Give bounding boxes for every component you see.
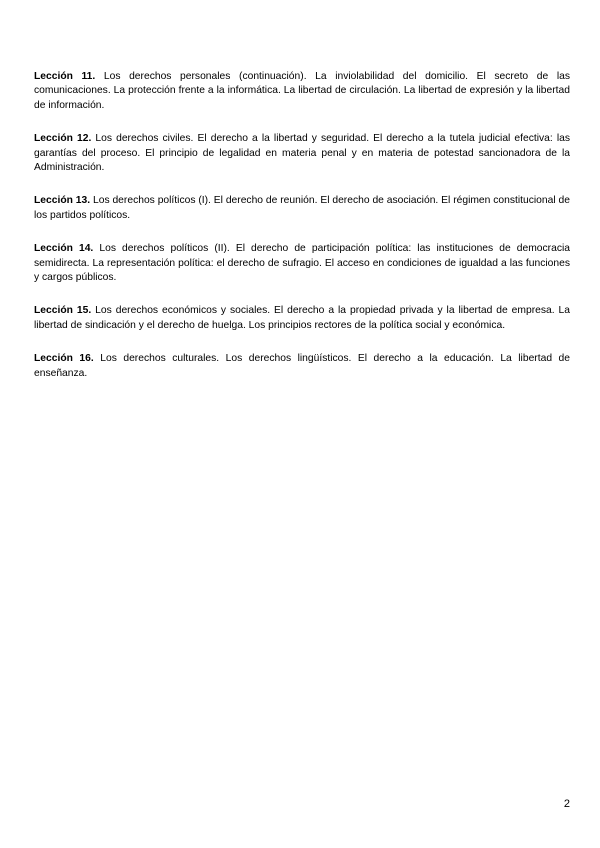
lesson-text: Los derechos políticos (I). El derecho de reunión. El derecho de asociación. El régimen constitucional de los partidos políticos. [34,195,570,221]
lesson-title: Lección 13. [34,195,91,207]
lesson-title: Lección 15. [34,305,92,317]
lesson-text: Los derechos civiles. El derecho a la libertad y seguridad. El derecho a la tutela judicial efectiva: las garantías del proceso. El principio de legalidad en materia penal y en materia de potestad sancionadora de la Administración. [34,133,570,174]
lesson-13 [34,194,570,223]
lesson-title: Lección 14. [34,243,94,255]
lesson-text: Los derechos económicos y sociales. El derecho a la propiedad privada y la libertad de empresa. La libertad de sindicación y el derecho de huelga. Los principios rectores de la política social y económica. [34,305,570,331]
lesson-title: Lección 16. [34,353,94,365]
lesson-12 [34,132,570,175]
lesson-text: Los derechos culturales. Los derechos lingüísticos. El derecho a la educación. La libertad de enseñanza. [34,353,570,379]
lesson-text: Los derechos políticos (II). El derecho de participación política: las instituciones de democracia semidirecta. La representación política: el derecho de sufragio. El acceso en condiciones de igualdad a las funciones y cargos públicos. [34,243,570,284]
lesson-14 [34,242,570,285]
lesson-text: Los derechos personales (continuación). La inviolabilidad del domicilio. El secreto de las comunicaciones. La protección frente a la informática. La libertad de circulación. La libertad de expresión y la libertad de información. [34,71,570,111]
page-number: 2 [563,798,570,810]
lesson-list [34,70,570,400]
lesson-15 [34,304,570,333]
lesson-11 [34,70,570,113]
lesson-16 [34,352,570,381]
lesson-title: Lección 12. [34,133,92,145]
lesson-title: Lección 11. [34,71,96,82]
